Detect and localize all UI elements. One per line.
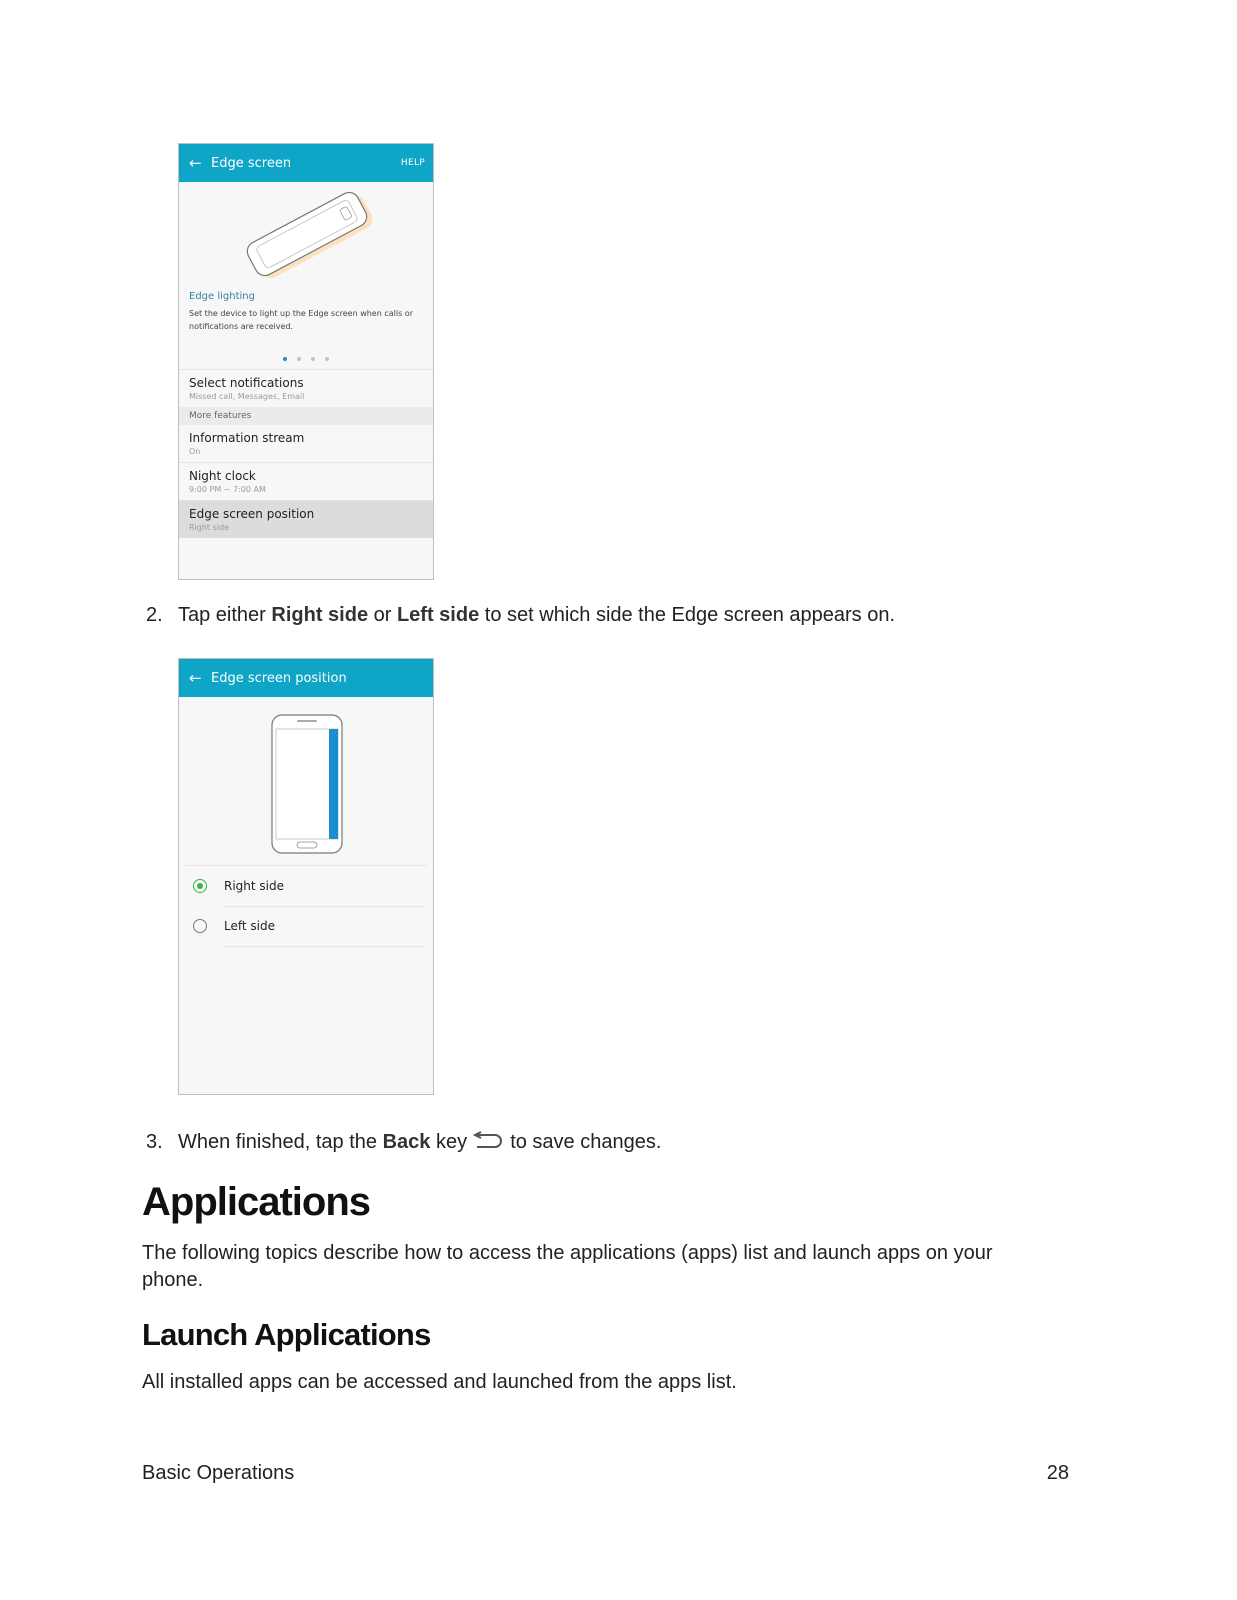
step-text: key (430, 1131, 473, 1153)
step-3 (146, 1128, 661, 1154)
left-side-option[interactable] (179, 906, 433, 946)
step-text: to save changes. (504, 1131, 662, 1153)
subsection-heading: Launch Applications (142, 1317, 431, 1352)
edge-screen-screenshot (178, 143, 434, 580)
feature-description: Set the device to light up the Edge screen when calls or notifications are received. (189, 309, 413, 331)
back-arrow-icon[interactable]: ← (189, 669, 202, 687)
phone-front-illustration (179, 697, 433, 865)
phone-illustration (179, 182, 433, 287)
option-label: Left side (224, 906, 425, 947)
row-secondary: Missed call, Messages, Email (189, 392, 305, 401)
app-bar-title: Edge screen (211, 155, 292, 171)
step-text: Tap either (178, 604, 272, 626)
section-heading: Applications (142, 1180, 371, 1224)
step-2 (146, 604, 895, 627)
page-dot (297, 357, 301, 361)
page-indicator (179, 355, 433, 363)
radio-button-selected[interactable] (193, 879, 207, 893)
app-bar (179, 659, 433, 697)
step-number: 2. (146, 604, 163, 626)
edge-screen-position-row[interactable] (179, 500, 433, 538)
page-number: 28 (1046, 1462, 1069, 1484)
body-paragraph: The following topics describe how to access the applications (apps) list and launch apps on your phone. (142, 1242, 993, 1291)
step-bold: Back (382, 1131, 431, 1153)
footer-section: Basic Operations (142, 1462, 295, 1484)
page-dot (311, 357, 315, 361)
page-dot (325, 357, 329, 361)
option-label: Right side (224, 866, 425, 907)
step-text: to set which side the Edge screen appears on. (479, 604, 896, 626)
back-key-icon (473, 1128, 505, 1150)
row-primary: Edge screen position (189, 507, 315, 521)
back-arrow-icon[interactable]: ← (189, 154, 202, 172)
app-bar (179, 144, 433, 182)
step-number: 3. (146, 1131, 163, 1153)
information-stream-row[interactable] (179, 425, 433, 462)
row-primary: Information stream (189, 431, 305, 445)
step-bold: Right side (271, 604, 369, 626)
edge-screen-position-screenshot (178, 658, 434, 1095)
row-primary: Night clock (189, 469, 256, 483)
right-side-option[interactable] (179, 866, 433, 906)
feature-title: Edge lighting (189, 291, 255, 302)
row-secondary: Right side (189, 523, 229, 532)
select-notifications-row[interactable] (179, 369, 433, 407)
row-primary: Select notifications (189, 376, 304, 390)
step-text: When finished, tap the (178, 1131, 383, 1153)
app-bar-title: Edge screen position (211, 670, 347, 686)
section-header: More features (179, 407, 433, 425)
step-text: or (368, 604, 397, 626)
step-bold: Left side (396, 604, 480, 626)
help-button[interactable]: HELP (400, 158, 425, 168)
row-secondary: 9:00 PM ~ 7:00 AM (189, 485, 266, 494)
night-clock-row[interactable] (179, 462, 433, 500)
row-secondary: On (189, 447, 201, 456)
radio-button[interactable] (193, 919, 207, 933)
page-dot-active (283, 357, 287, 361)
body-paragraph: All installed apps can be accessed and launched from the apps list. (142, 1371, 737, 1393)
